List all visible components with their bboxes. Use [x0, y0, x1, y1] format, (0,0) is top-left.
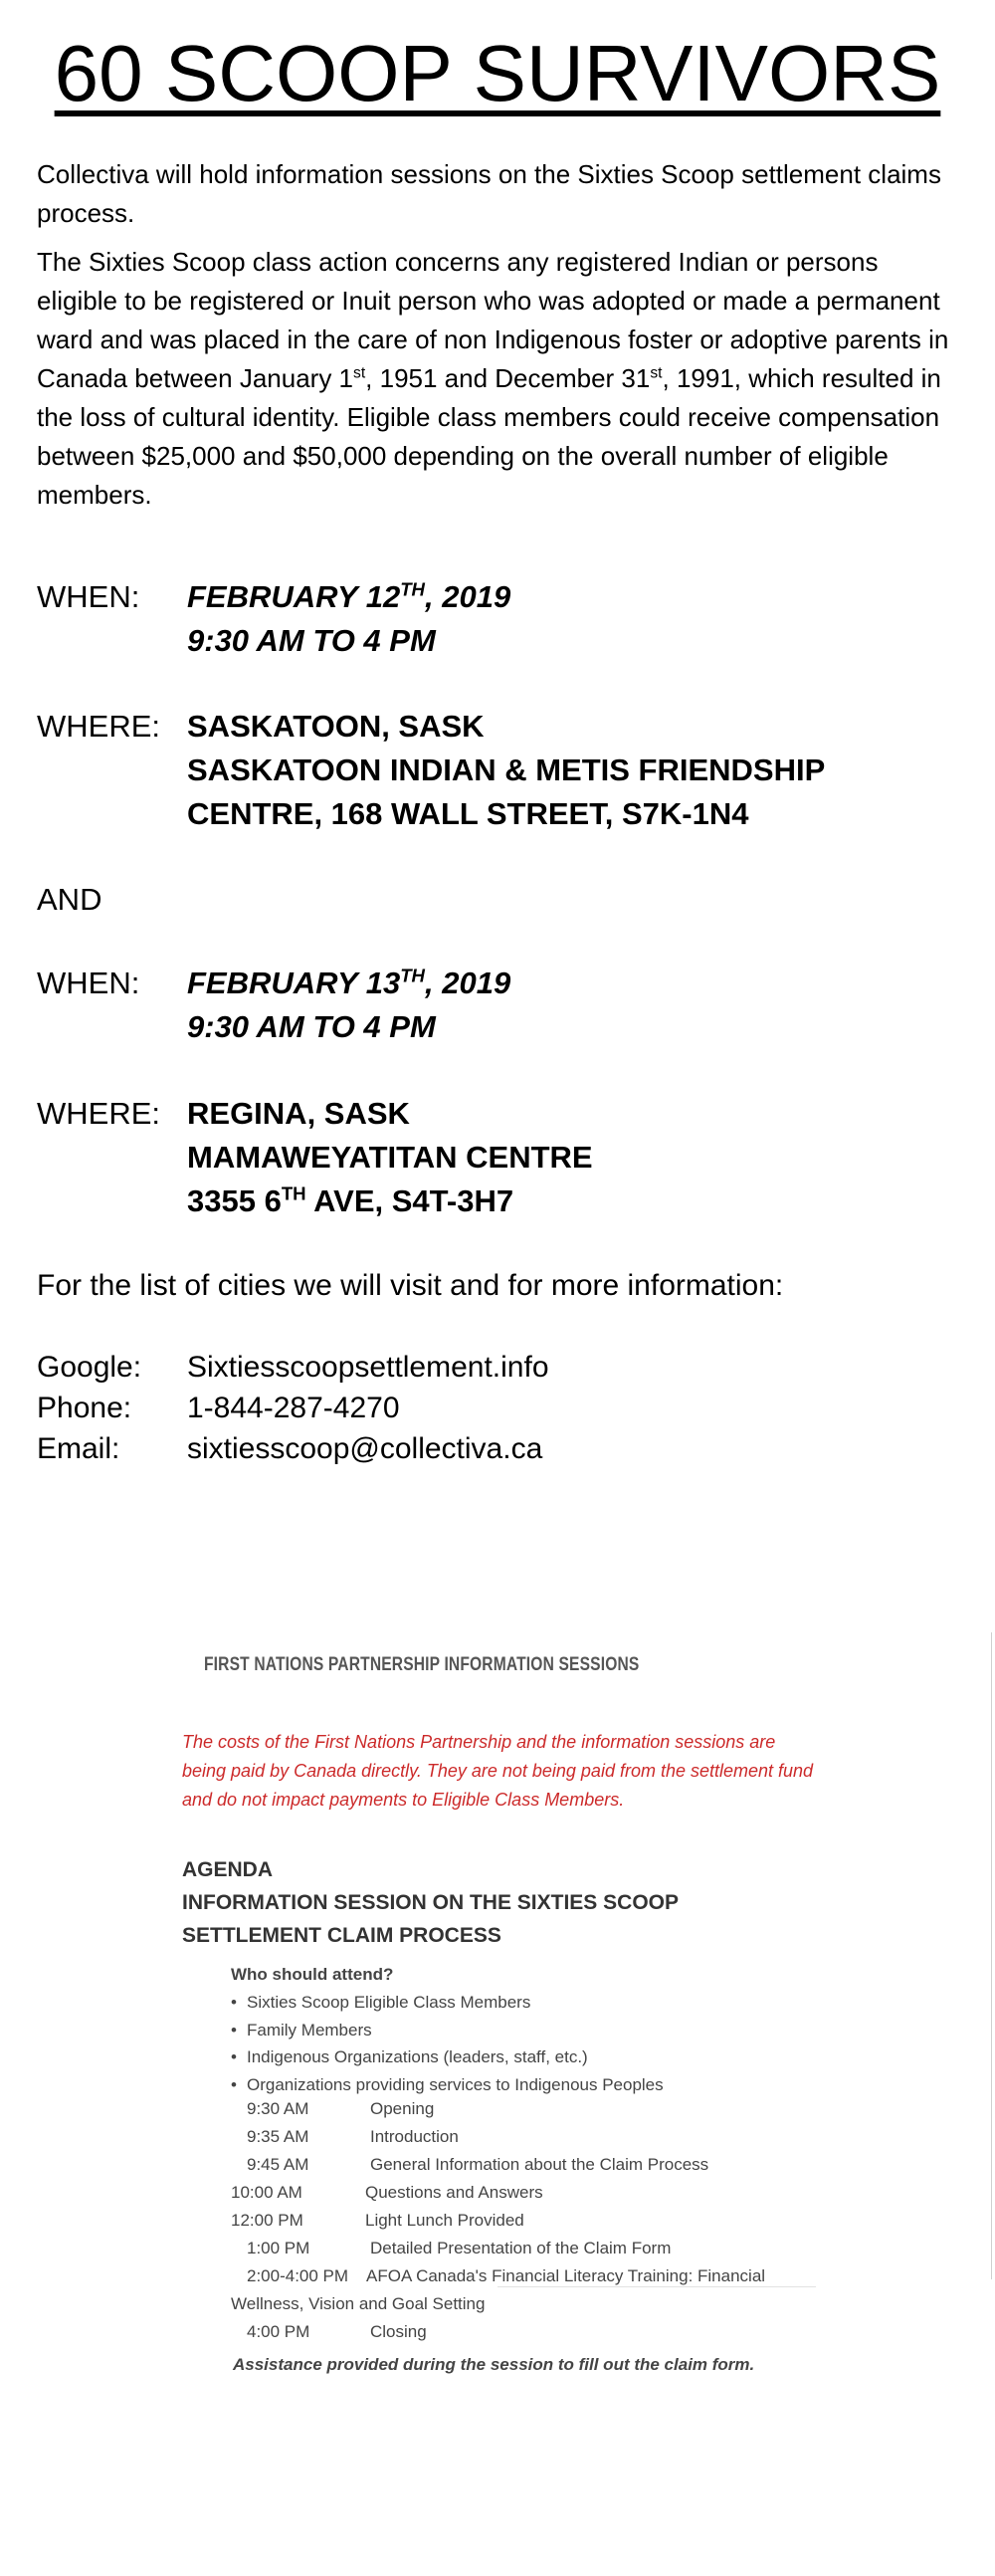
- email-link[interactable]: sixtiesscoop@collectiva.ca: [187, 1432, 543, 1465]
- schedule-time: 2:00-4:00 PM: [247, 2266, 349, 2285]
- schedule-time: 9:35 AM: [247, 2127, 309, 2146]
- when-label: WHEN:: [37, 966, 140, 1000]
- scan-edge-bottom: [498, 2286, 816, 2287]
- schedule-item: Questions and Answers: [365, 2183, 543, 2202]
- schedule-item: Detailed Presentation of the Claim Form: [370, 2239, 672, 2257]
- session1-time: 9:30 AM TO 4 PM: [187, 623, 436, 658]
- list-item: • Indigenous Organizations (leaders, staff, etc.): [231, 2043, 664, 2071]
- list-item: • Organizations providing services to Indigenous Peoples: [231, 2071, 664, 2099]
- where-label: WHERE:: [37, 709, 160, 744]
- schedule-item: Light Lunch Provided: [365, 2211, 524, 2230]
- funding-notice: The costs of the First Nations Partnership and the information sessions are being paid by Canada directly. They are not being paid from the settlement fund and do not impact payments to Eligible Class Members.: [182, 1732, 814, 1810]
- where-label: WHERE:: [37, 1096, 160, 1131]
- attendee-list: [231, 1961, 664, 2099]
- schedule-time: 10:00 AM: [231, 2183, 302, 2202]
- session1-city: SASKATOON, SASK: [187, 709, 485, 744]
- session2-city: REGINA, SASK: [187, 1096, 410, 1131]
- schedule-item: Closing: [370, 2322, 427, 2341]
- schedule-time: 9:45 AM: [247, 2155, 309, 2174]
- session1-address: CENTRE, 168 WALL STREET, S7K-1N4: [187, 796, 749, 831]
- session1-venue: SASKATOON INDIAN & METIS FRIENDSHIP: [187, 752, 826, 787]
- intro-paragraph: Collectiva will hold information sessions on the Sixties Scoop settlement claims process.: [37, 159, 941, 228]
- bullet-icon: •: [231, 2047, 237, 2067]
- session2-address: 3355 6TH AVE, S4T-3H7: [187, 1182, 514, 1218]
- schedule-time: 9:30 AM: [247, 2099, 309, 2118]
- phone-number[interactable]: 1-844-287-4270: [187, 1392, 400, 1424]
- description-paragraph: The Sixties Scoop class action concerns any registered Indian or persons eligible to be registered or Inuit person who was adopted or made a permanent ward and was placed in the care of non Indigenous foster or adoptive parents in Canada between January 1st, 1951 and December 31st, 1991, which resulted in the loss of cultural identity. Eligible class members could receive compensation between $25,000 and $50,000 depending on the overall number of eligible members.: [37, 247, 949, 510]
- title-text: 60 SCOOP SURVIVORS: [54, 29, 941, 117]
- phone-label: Phone:: [37, 1392, 132, 1424]
- schedule-item: AFOA Canada's Financial Literacy Training: Financial: [366, 2266, 766, 2285]
- bullet-icon: •: [231, 1992, 237, 2012]
- scan-heading: FIRST NATIONS PARTNERSHIP INFORMATION SESSIONS: [204, 1654, 640, 1675]
- session1-date: FEBRUARY 12TH, 2019: [187, 578, 511, 614]
- assistance-note: Assistance provided during the session to fill out the claim form.: [233, 2355, 755, 2374]
- schedule-time: 1:00 PM: [247, 2239, 310, 2257]
- list-item: • Family Members: [231, 2017, 664, 2044]
- list-item: • Sixties Scoop Eligible Class Members: [231, 1989, 664, 2017]
- email-label: Email:: [37, 1432, 120, 1465]
- session2-time: 9:30 AM TO 4 PM: [187, 1009, 436, 1044]
- page-title: [0, 28, 995, 119]
- who-should-attend: Who should attend?: [231, 1965, 394, 1984]
- schedule-time: 4:00 PM: [247, 2322, 310, 2341]
- bullet-icon: •: [231, 2075, 237, 2095]
- schedule-item-continued: Wellness, Vision and Goal Setting: [231, 2294, 486, 2313]
- session2-date: FEBRUARY 13TH, 2019: [187, 965, 511, 1000]
- google-link[interactable]: Sixtiesscoopsettlement.info: [187, 1351, 549, 1384]
- google-label: Google:: [37, 1351, 142, 1384]
- session2-venue: MAMAWEYATITAN CENTRE: [187, 1140, 593, 1175]
- schedule-time: 12:00 PM: [231, 2211, 303, 2230]
- when-label: WHEN:: [37, 579, 140, 614]
- bullet-icon: •: [231, 2020, 237, 2039]
- schedule-item: Opening: [370, 2099, 435, 2118]
- schedule-item: Introduction: [370, 2127, 459, 2146]
- scan-edge-right: [991, 1632, 992, 2279]
- schedule-item: General Information about the Claim Process: [370, 2155, 709, 2174]
- agenda-scan-image: [0, 1632, 995, 2576]
- agenda-title: AGENDA INFORMATION SESSION ON THE SIXTIES SCOOP SETTLEMENT CLAIM PROCESS: [182, 1858, 679, 1947]
